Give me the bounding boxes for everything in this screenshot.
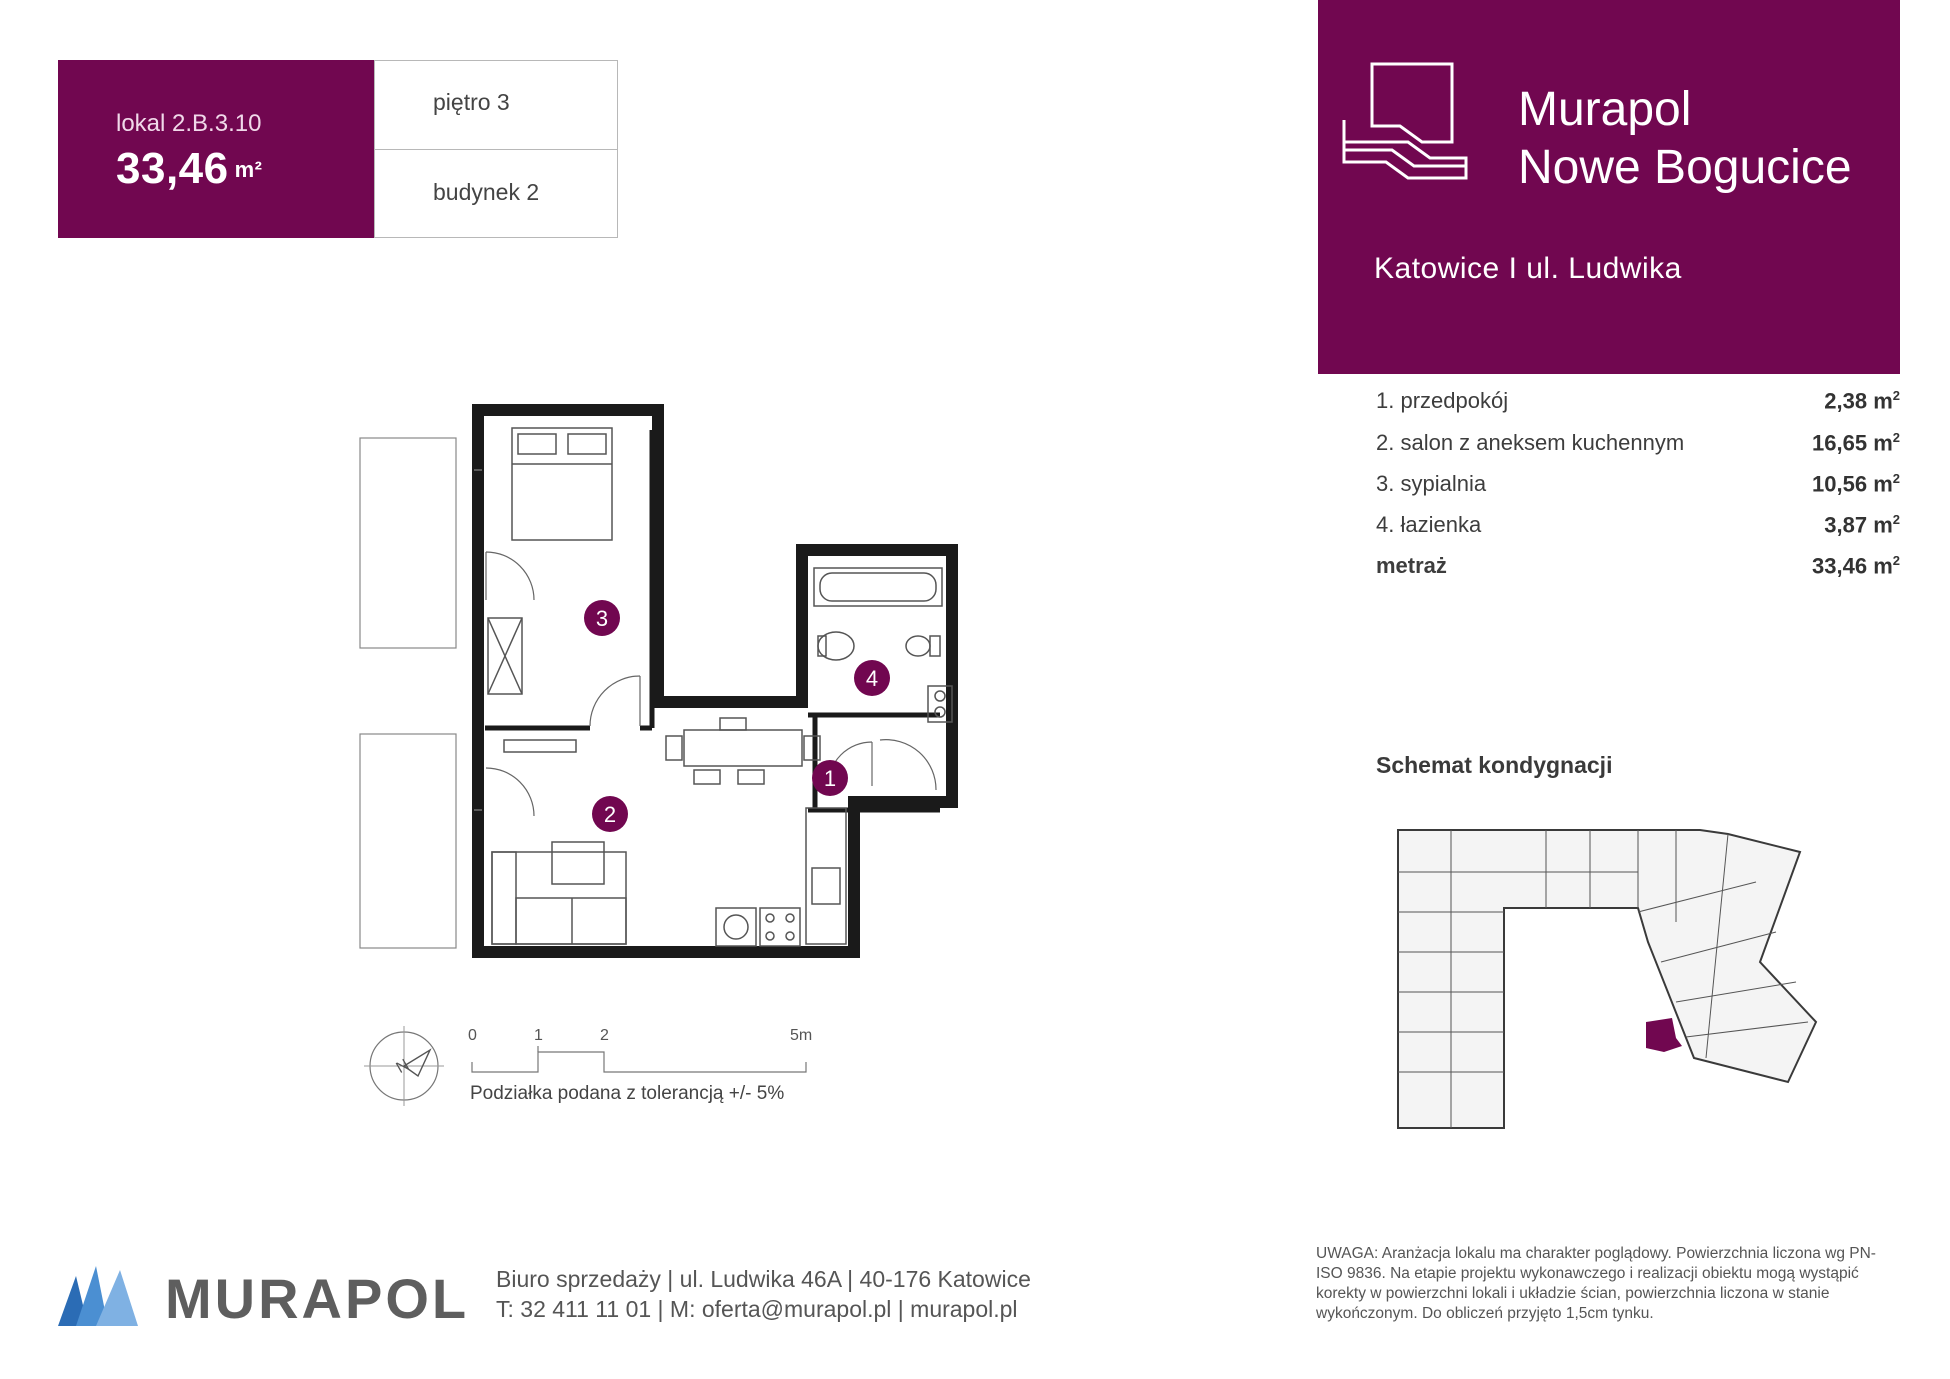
room-name-2: 2. salon z aneksem kuchennym bbox=[1376, 430, 1685, 455]
room-name-4: 4. łazienka bbox=[1376, 512, 1482, 537]
scale-tick-1: 1 bbox=[534, 1027, 543, 1044]
total-area bbox=[1812, 553, 1900, 579]
murapol-logo-icon bbox=[58, 1266, 138, 1326]
room-area-3-sup: 2 bbox=[1892, 471, 1900, 486]
compass-label: N bbox=[393, 1056, 413, 1077]
compass-icon bbox=[364, 1026, 444, 1106]
room-area-3-value: 10,56 m bbox=[1812, 471, 1893, 497]
room-marker-4: 4 bbox=[865, 666, 879, 691]
dining-table bbox=[666, 718, 820, 784]
room-area-3 bbox=[1812, 471, 1900, 497]
unit-area-value: 33,46 bbox=[116, 144, 229, 193]
building-outline bbox=[1398, 830, 1816, 1128]
floor-schema bbox=[1376, 812, 1836, 1142]
scale-tick-0: 0 bbox=[468, 1027, 477, 1044]
room-area-2-value: 16,65 m bbox=[1812, 430, 1893, 456]
room-name-3: 3. sypialnia bbox=[1376, 471, 1487, 496]
floor-label: piętro 3 bbox=[433, 89, 510, 115]
room-name-1: 1. przedpokój bbox=[1376, 388, 1509, 413]
balcony-bottom bbox=[360, 734, 456, 948]
unit-area-unit: m² bbox=[234, 157, 263, 182]
floor-plan bbox=[340, 390, 980, 970]
balcony-top bbox=[360, 438, 456, 648]
highlighted-unit bbox=[1646, 1018, 1682, 1052]
room-area-2-sup: 2 bbox=[1892, 430, 1900, 445]
wardrobe bbox=[488, 618, 522, 694]
room-area-1 bbox=[1824, 388, 1900, 414]
total-area-sup: 2 bbox=[1892, 553, 1900, 568]
total-area-value: 33,46 m bbox=[1812, 553, 1893, 579]
room-area-4 bbox=[1824, 512, 1900, 538]
room-marker-2: 2 bbox=[603, 802, 617, 827]
unit-info-panel bbox=[374, 60, 618, 238]
building-label: budynek 2 bbox=[433, 179, 540, 205]
room-area-4-value: 3,87 m bbox=[1824, 512, 1893, 538]
floor-row bbox=[375, 61, 617, 150]
schema-title: Schemat kondygnacji bbox=[1376, 752, 1613, 778]
unit-area bbox=[116, 144, 263, 194]
sales-office-address: Biuro sprzedaży | ul. Ludwika 46A | 40-176 Katowice bbox=[496, 1266, 1031, 1292]
room-area-1-sup: 2 bbox=[1892, 388, 1900, 403]
bed bbox=[512, 428, 612, 540]
sofa bbox=[492, 842, 626, 944]
brand-location: Katowice I ul. Ludwika bbox=[1374, 252, 1682, 285]
scale-tick-2: 2 bbox=[600, 1027, 609, 1044]
total-label: metraż bbox=[1376, 553, 1447, 578]
unit-header bbox=[58, 60, 618, 238]
murapol-wordmark: MURAPOL bbox=[165, 1267, 470, 1330]
disclaimer: UWAGA: Aranżacja lokalu ma charakter poglądowy. Powierzchnia liczona wg PN-ISO 9836. Na etapie projektu wykonawczego i realizacji obiektu mogą wystąpić korekty w powierzchni lokali i układzie ścian, powierzchnia liczona w stanie wykończonym. Do obliczeń przyjęto 1,5cm tynku. bbox=[1316, 1245, 1876, 1322]
balconies bbox=[360, 438, 456, 948]
room-area-1-value: 2,38 m bbox=[1824, 388, 1893, 414]
unit-summary-panel bbox=[58, 60, 374, 238]
room-marker-3: 3 bbox=[595, 606, 609, 631]
unit-label: lokal 2.B.3.10 bbox=[116, 110, 262, 137]
scale-tick-5m: 5m bbox=[790, 1027, 813, 1044]
brand-logo-icon bbox=[1342, 62, 1474, 190]
room-area-2 bbox=[1812, 430, 1900, 456]
scale-note: Podziałka podana z tolerancją +/- 5% bbox=[470, 1083, 785, 1104]
brand-name-line2: Nowe Bogucice bbox=[1518, 141, 1852, 194]
bathroom-fixtures bbox=[814, 568, 952, 722]
brand-panel bbox=[1318, 0, 1900, 374]
room-area-4-sup: 2 bbox=[1892, 512, 1900, 527]
brand-name-line1: Murapol bbox=[1518, 83, 1692, 136]
scale-line bbox=[472, 1046, 806, 1072]
sales-office-contact: T: 32 411 11 01 | M: oferta@murapol.pl | murapol.pl bbox=[496, 1296, 1018, 1322]
kitchen bbox=[504, 740, 846, 946]
room-marker-1: 1 bbox=[823, 766, 837, 791]
